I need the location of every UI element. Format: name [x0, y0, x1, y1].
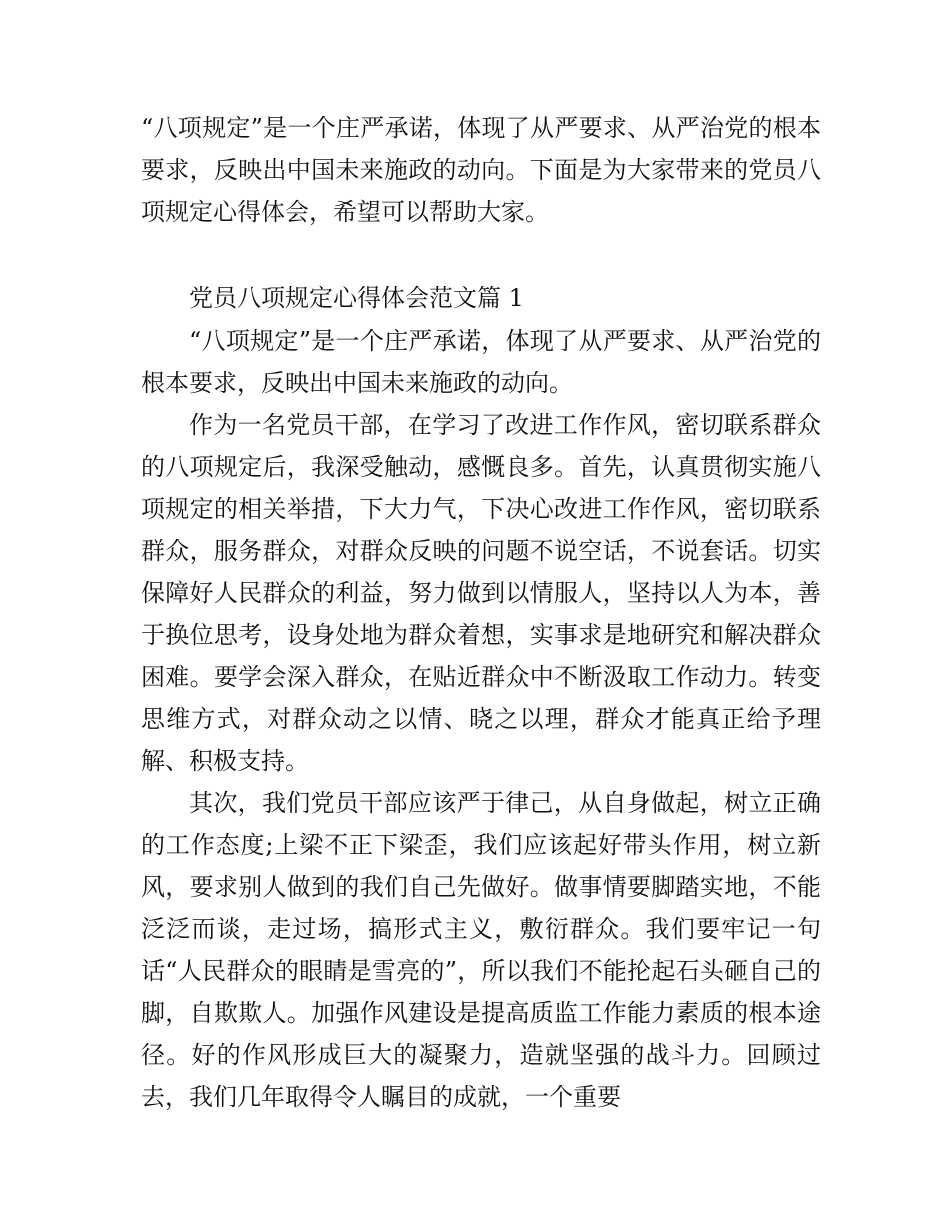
intro-paragraph-block [141, 107, 821, 233]
body-paragraph-2: 作为一名党员干部，在学习了改进工作作风，密切联系群众的八项规定后，我深受触动，感慨良多。首先，认真贯彻实施八项规定的相关举措，下大力气，下决心改进工作作风，密切联系群众，服务群众，对群众反映的问题不说空话，不说套话。切实保障好人民群众的利益，努力做到以情服人，坚持以人为本，善于换位思考，设身处地为群众着想，实事求是地研究和解决群众困难。要学会深入群众，在贴近群众中不断汲取工作动力。转变思维方式，对群众动之以情、晓之以理，群众才能真正给予理解、积极支持。 [141, 411, 821, 775]
section-heading: 党员八项规定心得体会范文篇 1 [189, 284, 524, 312]
body-paragraph-3: 其次，我们党员干部应该严于律己，从自身做起，树立正确的工作态度;上梁不正下梁歪，我们应该起好带头作用，树立新风，要求别人做到的我们自己先做好。做事情要脚踏实地，不能泛泛而谈，走过场，搞形式主义，敷衍群众。我们要牢记一句话“人民群众的眼睛是雪亮的”，所以我们不能抡起石头砸自己的脚，自欺欺人。加强作风建设是提高质监工作能力素质的根本途径。好的作风形成巨大的凝聚力，造就坚强的战斗力。回顾过去，我们几年取得令人瞩目的成就，一个重要 [141, 789, 821, 1111]
body-paragraph-1: “八项规定”是一个庄严承诺，体现了从严要求、从严治党的根本要求，反映出中国未来施政的动向。 [141, 327, 821, 397]
intro-paragraph: “八项规定”是一个庄严承诺，体现了从严要求、从严治党的根本要求，反映出中国未来施政的动向。下面是为大家带来的党员八项规定心得体会，希望可以帮助大家。 [141, 114, 821, 226]
body-text-block [141, 320, 821, 1118]
